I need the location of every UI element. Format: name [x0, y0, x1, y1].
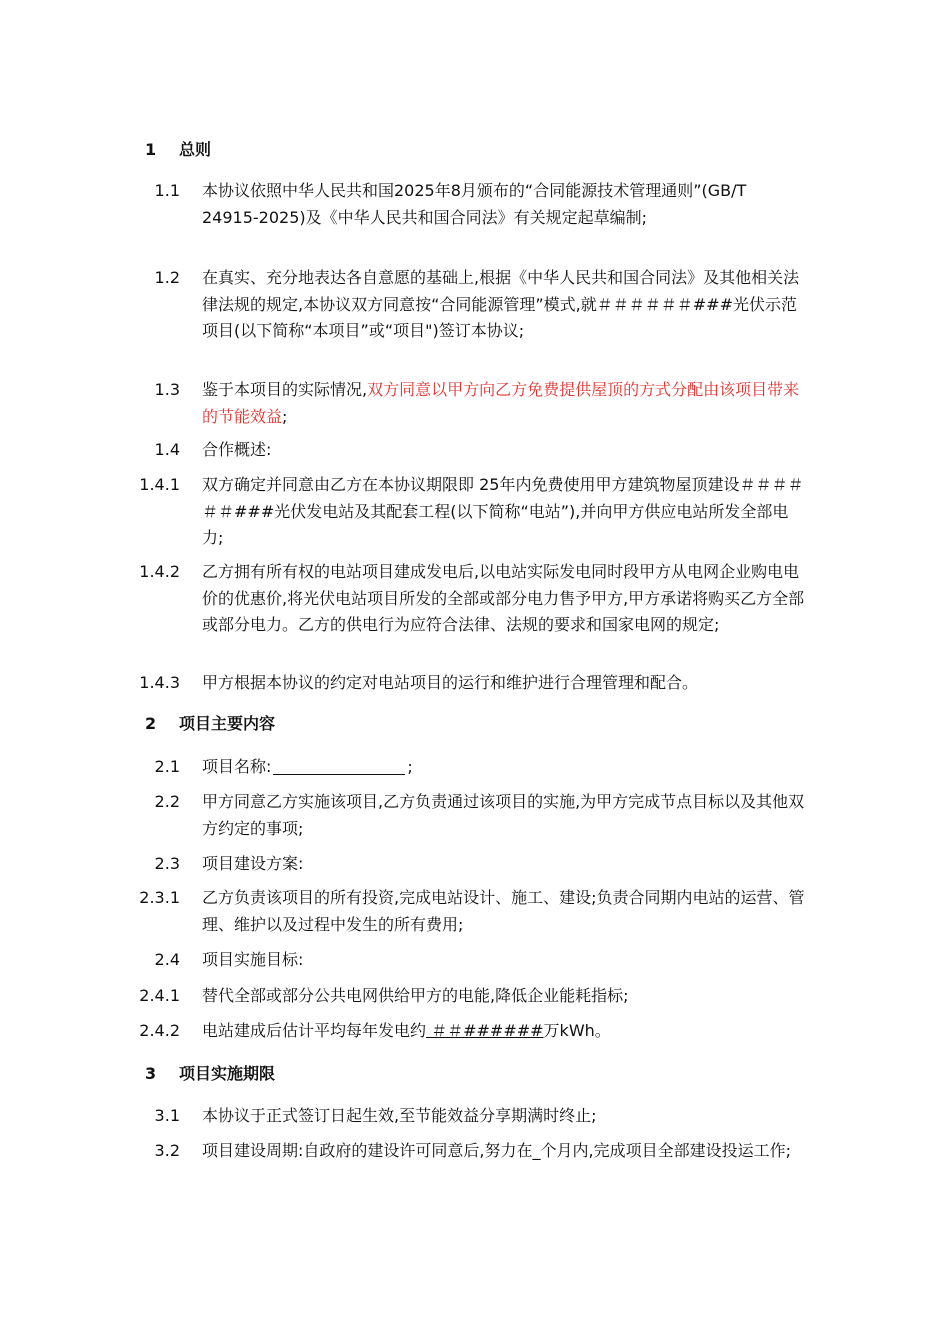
clause-number: 2.4	[154, 950, 180, 969]
clause-text: 项目建设周期:自政府的建设许可同意后,努力在_个月内,完成项目全部建设投运工作;	[202, 1141, 791, 1160]
clause-number: 1.4	[154, 440, 180, 459]
clause-text: 乙方负责该项目的所有投资,完成电站设计、施工、建设;负责合同期内电站的运营、管理、维护以及过程中发生的所有费用;	[202, 888, 805, 934]
section-title: 项目实施期限	[179, 1064, 276, 1083]
clause-number: 1.2	[154, 268, 180, 287]
clause-text	[202, 377, 806, 430]
clause-text-part: ;	[407, 757, 413, 776]
clause-text: 本协议依照中华人民共和国2025年8月颁布的“合同能源技术管理通则”(GB/T 24915-2025)及《中华人民共和国合同法》有关规定起草编制;	[202, 181, 747, 227]
highlighted-text: 双方同意以甲方向乙方免费提供屋顶的方式分配由该项目带来的节能效益	[202, 380, 800, 426]
clause-text-part: 项目名称:	[202, 757, 272, 776]
clause-text: 甲方根据本协议的约定对电站项目的运行和维护进行合理管理和配合。	[202, 673, 699, 692]
section-heading-3	[145, 1062, 275, 1086]
section-number: 3	[145, 1064, 157, 1083]
clause-text	[202, 1018, 806, 1045]
section-heading-2	[145, 712, 275, 736]
clause-number: 2.2	[154, 792, 180, 811]
clause-text: 项目建设方案:	[202, 854, 304, 873]
clause-text: 替代全部或部分公共电网供给甲方的电能,降低企业能耗指标;	[202, 986, 629, 1005]
clause-text: 甲方同意乙方实施该项目,乙方负责通过该项目的实施,为甲方完成节点目标以及其他双方约定的事项;	[202, 792, 805, 838]
clause-text: 双方确定并同意由乙方在本协议期限即 25年内免费使用甲方建筑物屋顶建设＃＃＃＃＃＃###光伏发电站及其配套工程(以下简称“电站”),并向甲方供应电站所发全部电力;	[202, 475, 804, 547]
clause-number: 2.1	[154, 757, 180, 776]
clause-text-part: 电站建成后估计平均每年发电约	[202, 1021, 427, 1040]
clause-text: 在真实、充分地表达各自意愿的基础上,根据《中华人民共和国合同法》及其他相关法律法规的规定,本协议双方同意按“合同能源管理”模式,就＃＃＃＃＃＃###光伏示范项目(以下简称“本项目”或“项目")签订本协议;	[202, 268, 800, 340]
clause-number: 2.4.2	[139, 1021, 180, 1040]
fill-in-blank[interactable]	[273, 756, 405, 775]
clause-number: 1.1	[154, 181, 180, 200]
clause-number: 1.4.2	[139, 562, 180, 581]
section-number: 1	[145, 140, 157, 159]
clause-number: 2.3	[154, 854, 180, 873]
clause-text: 乙方拥有所有权的电站项目建成发电后,以电站实际发电同时段甲方从电网企业购电电价的优惠价,将光伏电站项目所发的全部或部分电力售予甲方,甲方承诺将购买乙方全部或部分电力。乙方的供电行为应符合法律、法规的要求和国家电网的规定;	[202, 562, 805, 634]
clause-number: 1.4.3	[139, 673, 180, 692]
section-title: 项目主要内容	[179, 714, 276, 733]
clause-number: 2.4.1	[139, 986, 180, 1005]
clause-text-part: 鉴于本项目的实际情况,	[202, 380, 368, 399]
section-title: 总则	[179, 140, 212, 159]
clause-number: 3.2	[154, 1141, 180, 1160]
clause-text-part: ;	[282, 406, 288, 426]
clause-number: 1.3	[154, 380, 180, 399]
section-heading-1	[145, 138, 211, 162]
clause-number: 1.4.1	[139, 475, 180, 494]
clause-text	[202, 754, 806, 781]
underlined-value: ＃＃######	[426, 1021, 544, 1040]
clause-number: 3.1	[154, 1106, 180, 1125]
clause-number: 2.3.1	[139, 888, 180, 907]
section-number: 2	[145, 714, 157, 733]
clause-text: 合作概述:	[202, 440, 272, 459]
clause-text: 项目实施目标:	[202, 950, 304, 969]
clause-text-part: 万kWh。	[543, 1021, 611, 1040]
clause-text: 本协议于正式签订日起生效,至节能效益分享期满时终止;	[202, 1106, 597, 1125]
